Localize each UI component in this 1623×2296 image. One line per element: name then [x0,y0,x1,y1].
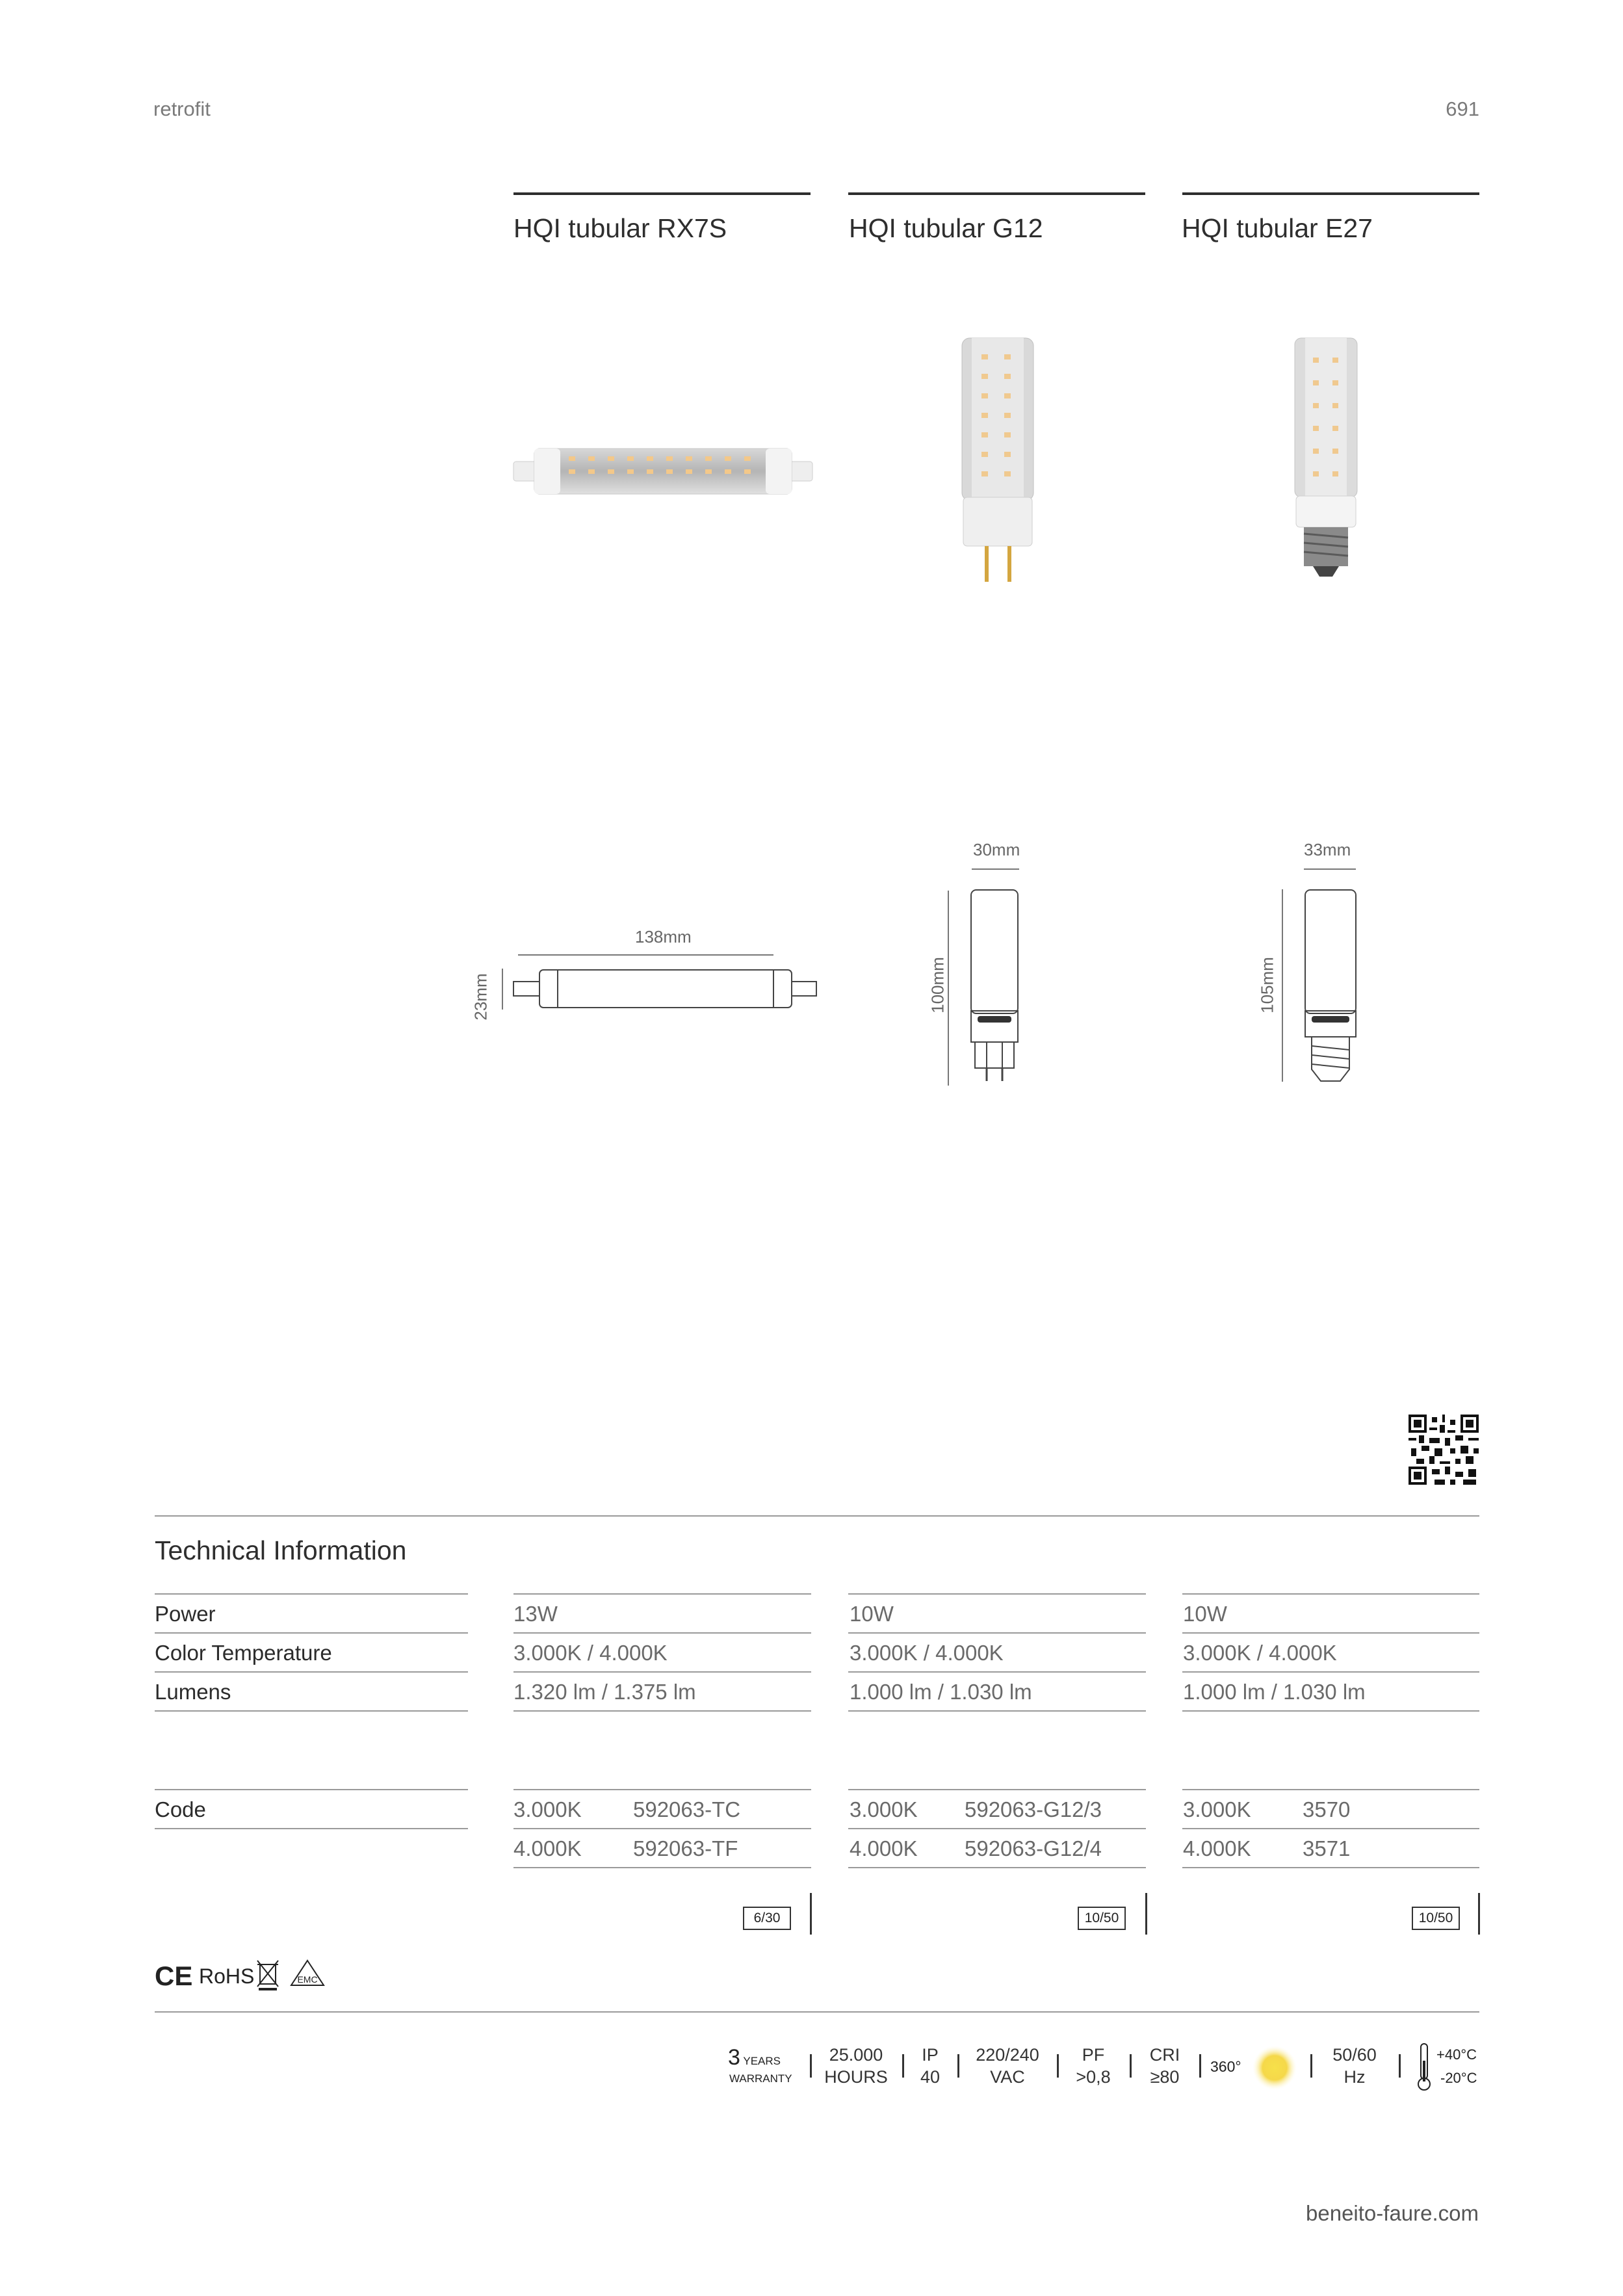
row-line [1182,1671,1479,1673]
ce-mark: CE [155,1961,193,1991]
col3-pack-bar [1478,1893,1480,1935]
row-line [513,1632,811,1634]
col2-lumens: 1.000 lm / 1.030 lm [850,1680,1032,1704]
warranty-label: WARRANTY [729,2072,792,2085]
col3-code-temp-2: 4.000K [1183,1836,1251,1860]
row-line [155,1671,468,1673]
label-code: Code [155,1797,206,1821]
row-line [1182,1593,1479,1595]
dim-width-e27: 33mm [1304,840,1351,859]
dim-line-height-g12 [948,891,949,1086]
dim-height-g12: 100mm [928,957,948,1013]
drawing-rx7s [512,967,818,1010]
row-line [513,1789,811,1790]
warranty-years: YEARS [743,2055,781,2067]
row-line [155,1828,468,1829]
drawing-g12 [968,887,1020,1082]
col1-code-2: 592063-TF [633,1836,738,1860]
col3-pack-box: 10/50 [1412,1907,1460,1930]
dim-line-height [502,969,503,1010]
pf-value: >0,8 [1076,2067,1111,2087]
product-photo-rx7s [507,429,819,514]
pf-label: PF [1082,2045,1105,2065]
hours-value: 25.000 [829,2045,883,2065]
dim-line-width-g12 [972,868,1019,870]
col2-code-temp-2: 4.000K [850,1836,918,1860]
spec-separator [957,2054,959,2078]
row-line [513,1671,811,1673]
row-line [848,1593,1146,1595]
beam-angle-label: 360° [1210,2058,1241,2075]
label-power: Power [155,1602,216,1626]
col1-power: 13W [513,1602,558,1626]
row-line [848,1710,1146,1712]
page-number: 691 [1446,98,1479,120]
dim-line-length [518,954,773,956]
hours-label: HOURS [824,2067,888,2087]
col2-code-temp-1: 3.000K [850,1797,918,1821]
spec-separator [1399,2054,1401,2078]
col1-lumens: 1.320 lm / 1.375 lm [513,1680,696,1704]
row-line [513,1867,811,1868]
spec-separator [1199,2054,1201,2078]
dim-height-rx7s: 23mm [471,973,491,1021]
qr-code[interactable] [1409,1415,1479,1485]
footer-divider [155,2011,1479,2013]
row-line [1182,1789,1479,1790]
dim-line-width-e27 [1304,868,1356,870]
drawing-e27 [1303,887,1358,1084]
row-line [155,1710,468,1712]
row-line [513,1593,811,1595]
row-line [848,1632,1146,1634]
spec-separator [1310,2054,1312,2078]
col2-power: 10W [850,1602,894,1626]
col3-code-2: 3571 [1303,1836,1351,1860]
freq-label: Hz [1344,2067,1366,2087]
col1-pack-box: 6/30 [743,1907,791,1930]
row-line [848,1828,1146,1829]
col2-color-temperature: 3.000K / 4.000K [850,1641,1004,1665]
col3-lumens: 1.000 lm / 1.030 lm [1183,1680,1366,1704]
row-line [513,1828,811,1829]
row-line [848,1867,1146,1868]
label-lumens: Lumens [155,1680,231,1704]
thermometer-icon [1414,2041,1434,2093]
col1-color-temperature: 3.000K / 4.000K [513,1641,668,1665]
row-line [848,1671,1146,1673]
row-line [1182,1867,1479,1868]
dim-width-g12: 30mm [973,840,1020,859]
row-line [1182,1632,1479,1634]
label-color-temperature: Color Temperature [155,1641,332,1665]
col3-power: 10W [1183,1602,1227,1626]
temp-max: +40°C [1436,2046,1477,2063]
row-line [848,1789,1146,1790]
product-photo-e27 [1287,335,1365,579]
section-label: retrofit [153,98,211,120]
product-title-e27: HQI tubular E27 [1182,213,1373,243]
beam-angle-icon [1252,2045,1297,2091]
spec-voltage [968,2044,1046,2088]
row-line [1182,1710,1479,1712]
product-photo-g12 [955,335,1040,585]
row-line [155,1789,468,1790]
row-line [513,1710,811,1712]
cri-value: ≥80 [1150,2067,1180,2087]
voltage-label: VAC [990,2067,1025,2087]
spec-separator [1130,2054,1132,2078]
col3-code-1: 3570 [1303,1797,1351,1821]
dim-length-rx7s: 138mm [635,927,692,946]
weee-bin-icon [255,1958,281,1992]
spec-frequency [1322,2044,1387,2088]
ip-value: 40 [920,2067,941,2087]
footer-website[interactable]: beneito-faure.com [1306,2201,1479,2225]
product-rule-2 [848,192,1145,195]
rohs-label: RoHS [199,1964,255,1988]
spec-separator [1057,2054,1059,2078]
col1-pack-bar [810,1893,812,1935]
freq-value: 50/60 [1332,2045,1377,2065]
product-rule-3 [1182,192,1479,195]
svg-text:EMC: EMC [297,1974,318,1985]
ip-label: IP [922,2045,939,2065]
col2-code-1: 592063-G12/3 [965,1797,1102,1821]
col3-color-temperature: 3.000K / 4.000K [1183,1641,1337,1665]
col1-code-temp-2: 4.000K [513,1836,582,1860]
voltage-value: 220/240 [976,2045,1039,2065]
row-line [155,1593,468,1595]
spec-hours [820,2044,892,2088]
col2-code-2: 592063-G12/4 [965,1836,1102,1860]
spec-separator [902,2054,904,2078]
row-line [1182,1828,1479,1829]
product-title-g12: HQI tubular G12 [849,213,1043,243]
dim-height-e27: 105mm [1257,957,1277,1013]
section-divider [155,1515,1479,1517]
col2-pack-bar [1145,1893,1147,1935]
product-rule-1 [513,192,811,195]
col2-pack-box: 10/50 [1078,1907,1126,1930]
spec-pf [1067,2044,1119,2088]
col3-code-temp-1: 3.000K [1183,1797,1251,1821]
warranty-badge [728,2045,781,2070]
technical-title: Technical Information [155,1535,407,1565]
spec-ip [914,2044,946,2088]
row-line [155,1632,468,1634]
dim-line-height-e27 [1282,889,1283,1082]
spec-separator [810,2054,812,2078]
product-title-rx7s: HQI tubular RX7S [513,213,727,243]
warranty-number: 3 [728,2045,740,2070]
temp-min: -20°C [1440,2070,1477,2086]
col1-code-1: 592063-TC [633,1797,741,1821]
col1-code-temp-1: 3.000K [513,1797,582,1821]
cri-label: CRI [1149,2045,1180,2065]
emc-icon [290,1959,325,1988]
spec-cri [1139,2044,1191,2088]
